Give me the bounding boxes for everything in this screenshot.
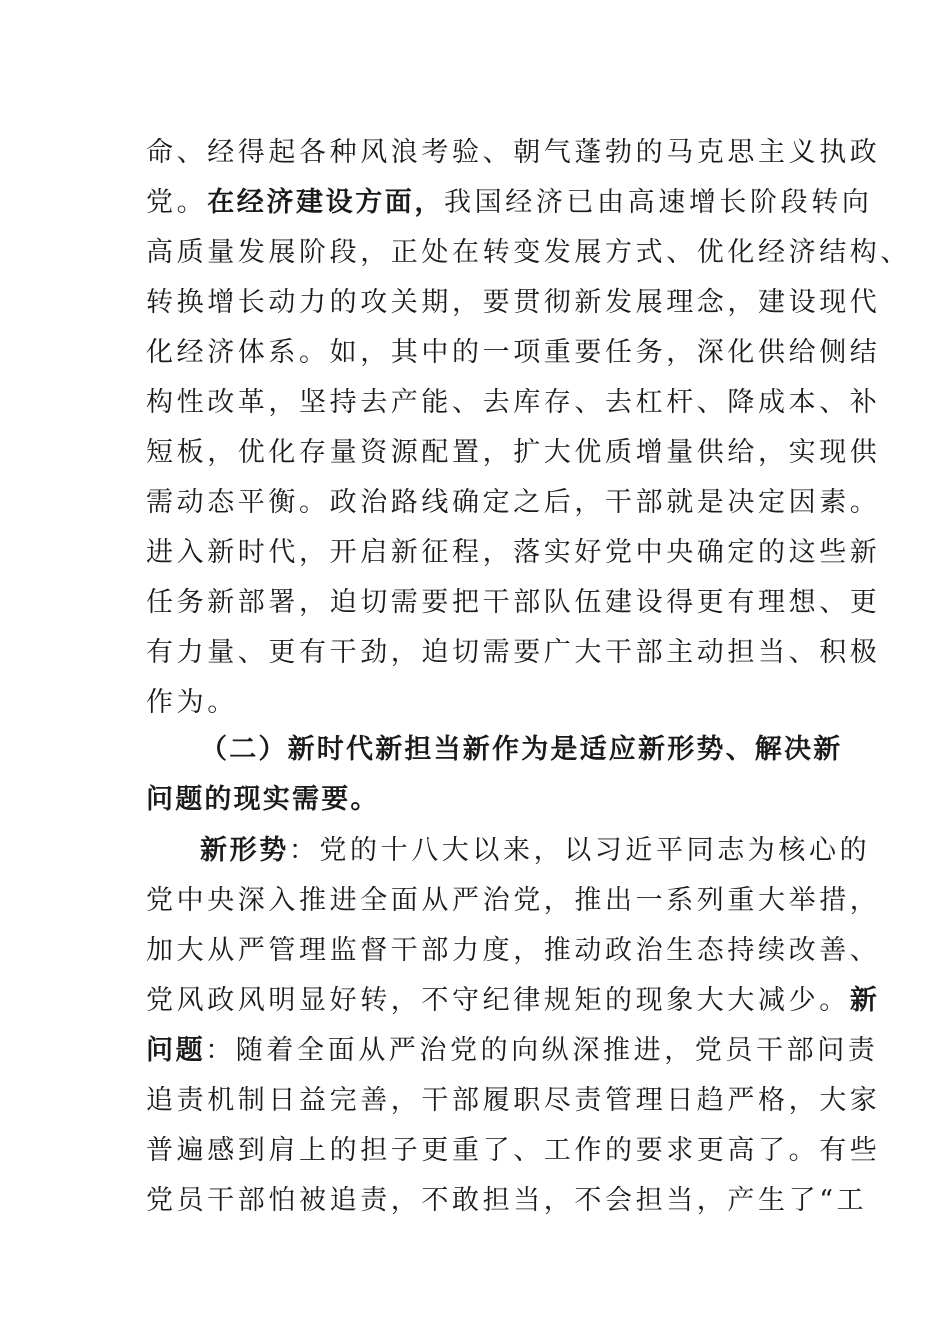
text-run: 加大从严管理监督干部力度，推动政治生态持续改善、 [146,935,881,966]
text-line [146,884,880,918]
text-run: 普遍感到肩上的担子更重了、工作的要求更高了。有些 [146,1135,881,1166]
text-line [146,636,880,670]
text-line [146,984,879,1018]
text-line [146,1134,880,1168]
text-run: 化经济体系。如，其中的一项重要任务，深化供给侧结 [146,337,881,368]
text-line [146,186,872,220]
text-line [146,236,911,270]
bold-phrase: 新形势 [200,835,289,866]
section-heading [146,783,380,817]
text-line [146,1084,880,1118]
text-line [146,286,880,320]
text-run: 党。 [146,187,208,218]
text-line [146,536,880,570]
text-run: 命、经得起各种风浪考验、朝气蓬勃的马克思主义执政 [146,137,881,168]
bold-phrase: 问题 [146,1035,206,1066]
text-run: 有力量、更有干劲，迫切需要广大干部主动担当、积极 [146,637,881,668]
text-run: 党中央深入推进全面从严治党，推出一系列重大举措， [146,885,881,916]
text-line [146,136,880,170]
section-heading [200,733,842,767]
heading-text: 问题的现实需要。 [146,784,380,815]
text-line [146,934,880,968]
text-run: ：随着全面从严治党的向纵深推进，党员干部问责 [205,1035,879,1066]
text-run: 高质量发展阶段，正处在转变发展方式、优化经济结构、 [146,237,911,268]
text-line [146,336,880,370]
text-run: 短板，优化存量资源配置，扩大优质增量供给，实现供 [146,437,881,468]
text-line [146,386,880,420]
text-line [146,586,880,620]
text-line [146,486,880,520]
text-run: 作为。 [146,687,238,718]
text-line [146,436,880,470]
text-run: 党员干部怕被追责，不敢担当，不会担当，产生了“工 [146,1185,868,1216]
text-run: 需动态平衡。政治路线确定之后，干部就是决定因素。 [146,487,881,518]
text-line [200,834,870,868]
text-run: 追责机制日益完善，干部履职尽责管理日趋严格，大家 [146,1085,881,1116]
text-run: 转换增长动力的攻关期，要贯彻新发展理念，建设现代 [146,287,881,318]
text-run: ：党的十八大以来，以习近平同志为核心的 [288,835,871,866]
text-run: 任务新部署，迫切需要把干部队伍建设得更有理想、更 [146,587,881,618]
text-run: 党风政风明显好转，不守纪律规矩的现象大大减少。 [146,985,850,1016]
text-line [146,1184,867,1218]
bold-phrase: 新 [849,985,880,1016]
text-run: 构性改革，坚持去产能、去库存、去杠杆、降成本、补 [146,387,881,418]
text-line [146,686,238,720]
text-run: 进入新时代，开启新征程，落实好党中央确定的这些新 [146,537,881,568]
text-run: 我国经济已由高速增长阶段转向 [444,187,873,218]
text-line [146,1034,878,1068]
bold-phrase: 在经济建设方面， [207,187,445,218]
heading-text: （二）新时代新担当新作为是适应新形势、解决新 [200,734,843,765]
